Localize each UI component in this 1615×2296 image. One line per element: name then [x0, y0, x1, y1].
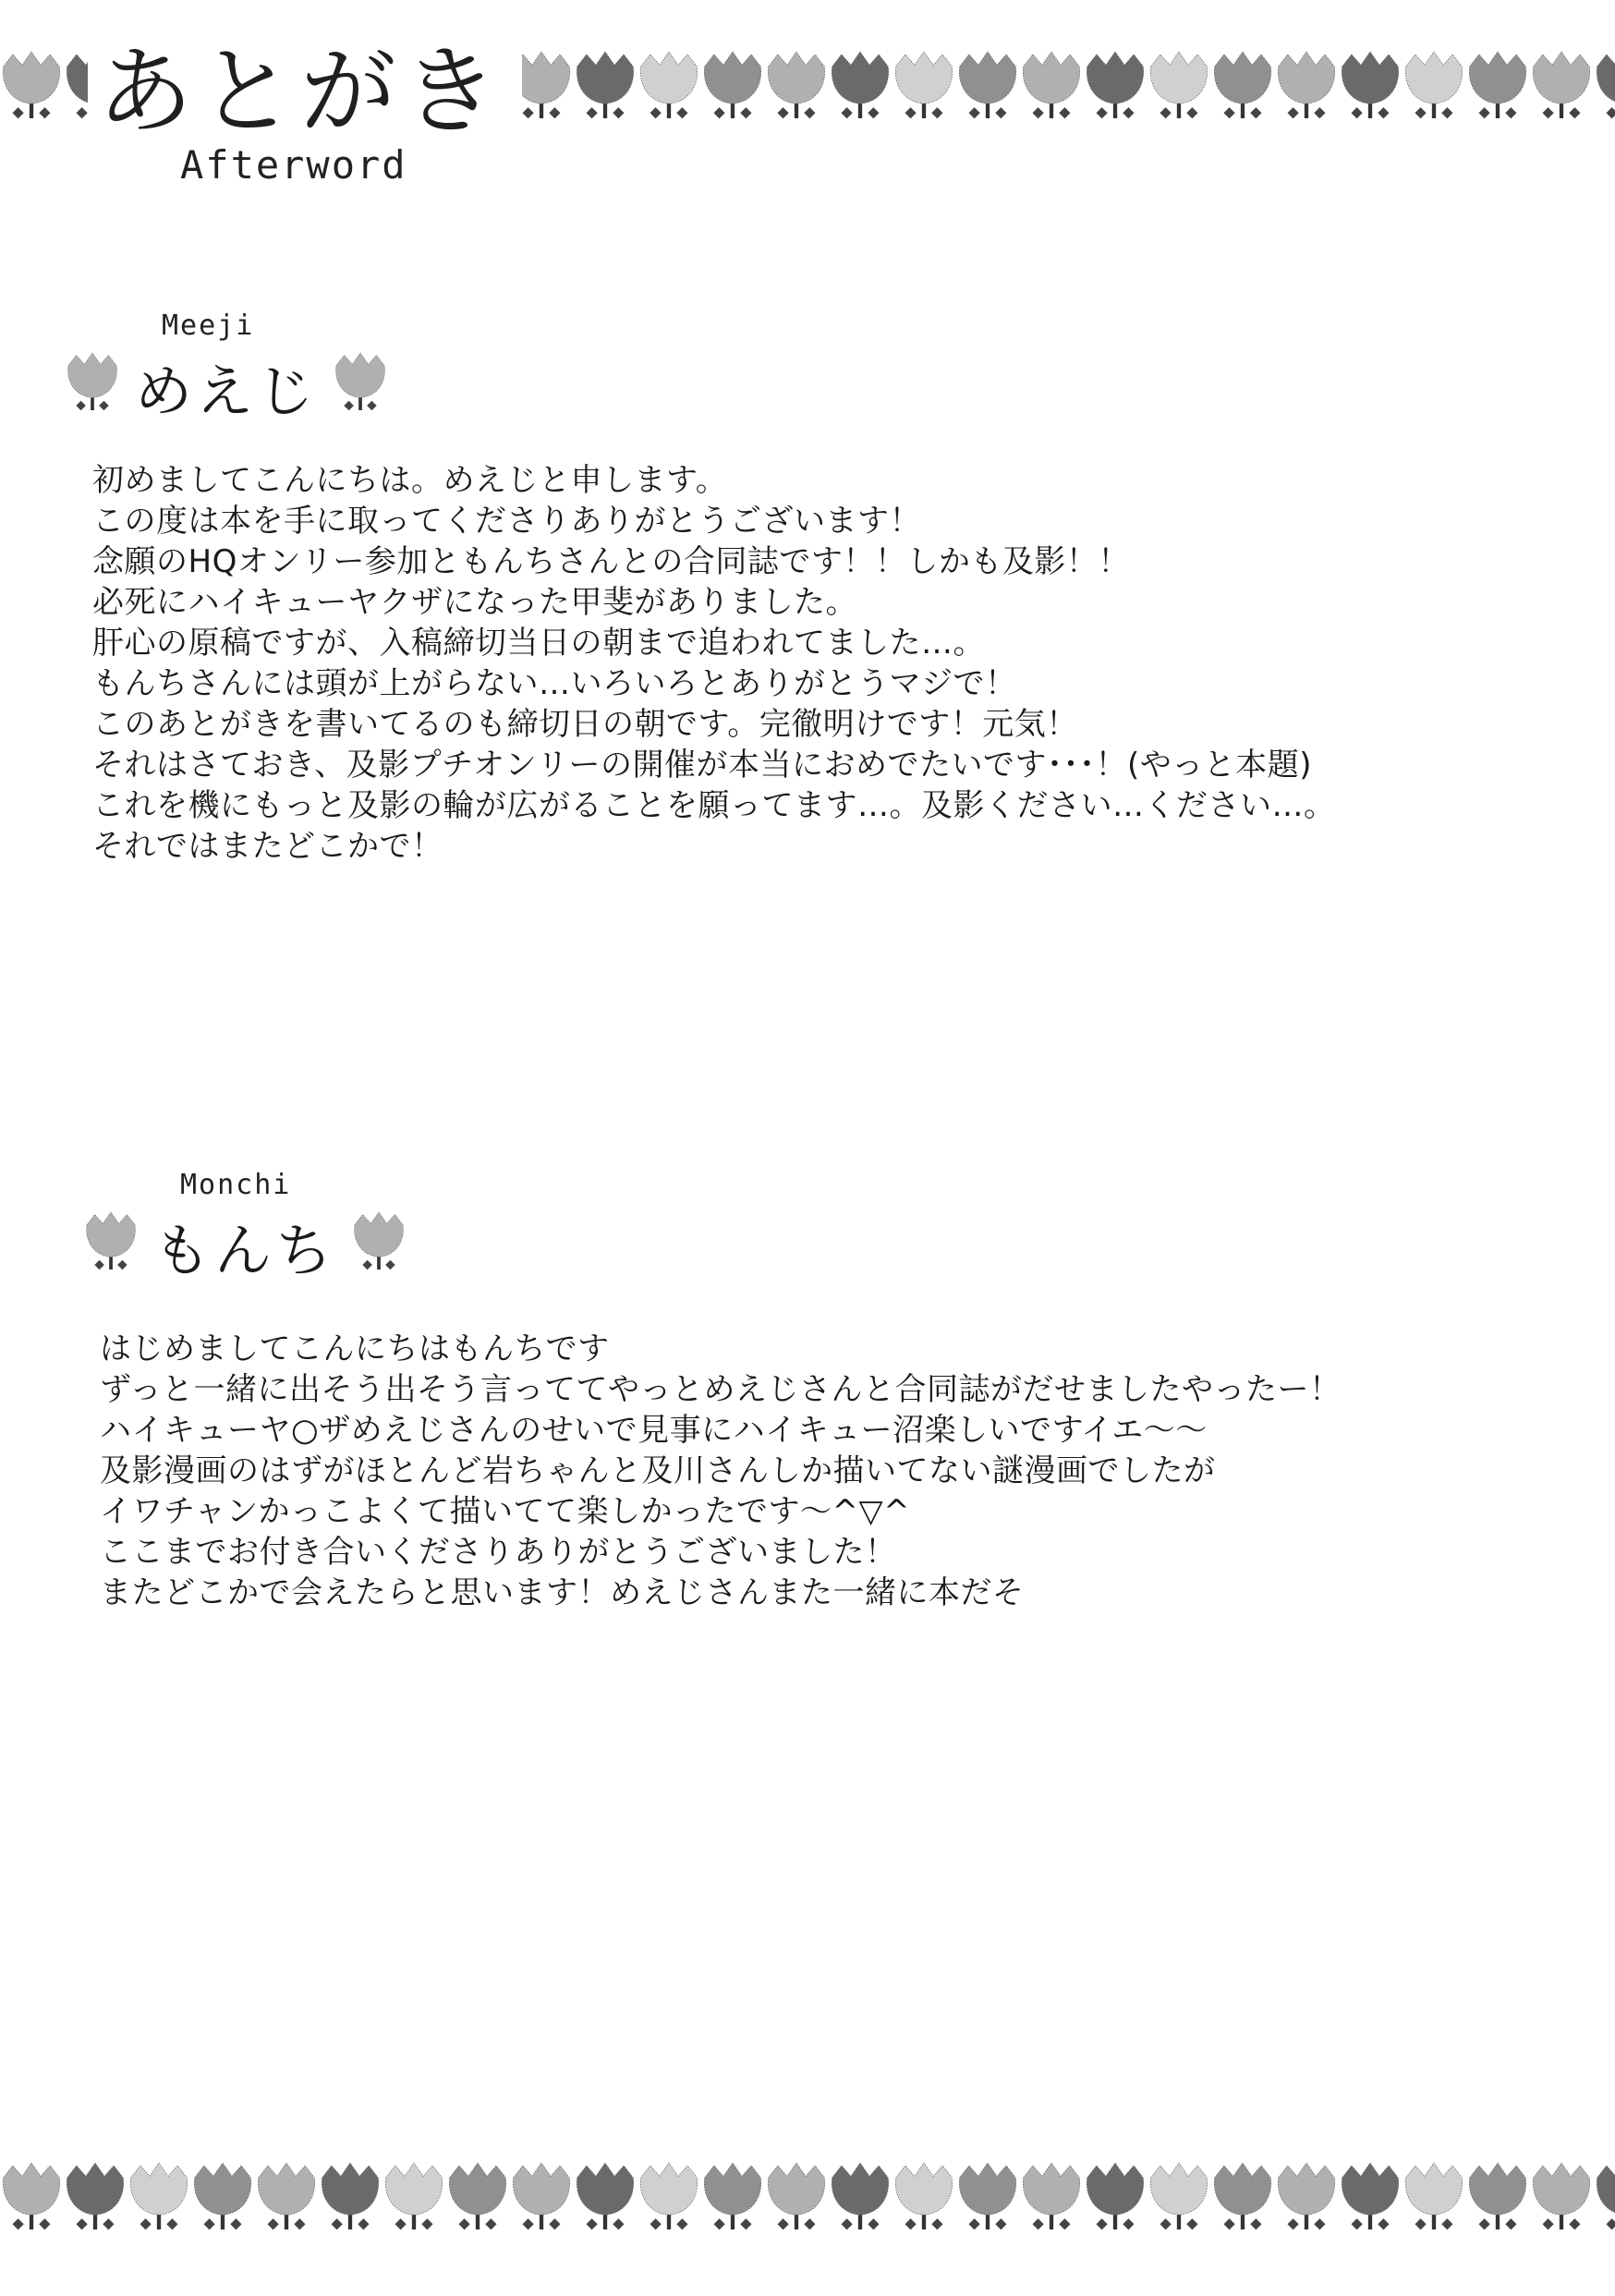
tulip-icon	[194, 2163, 250, 2229]
text-line: イワチャンかっこよくて描いてて楽しかったです〜^▽^	[100, 1493, 911, 1530]
tulip-icon	[333, 345, 388, 428]
page-subtitle: Afterword	[180, 142, 407, 188]
author-heading-meeji	[65, 310, 388, 428]
tulip-icon	[1405, 2163, 1462, 2229]
text-line: またどこかで会えたらと思います！めえじさんまた一緒に本だそ	[100, 1574, 1025, 1611]
tulip-icon	[1023, 2163, 1079, 2229]
tulip-icon	[385, 2163, 442, 2229]
tulip-icon	[1342, 2163, 1398, 2229]
tulip-icon	[1405, 52, 1462, 118]
text-line: これを機にもっと及影の輪が広がることを願ってます…。及影ください…ください…。	[92, 787, 1336, 824]
tulip-icon	[1533, 52, 1589, 118]
tulip-icon	[1278, 2163, 1334, 2229]
author-name-jp: めえじ	[135, 357, 319, 425]
author-name-en: Meeji	[162, 310, 255, 342]
text-line: 及影漫画のはずがほとんど岩ちゃんと及川さんしか描いてない謎漫画でしたが	[100, 1452, 1216, 1489]
text-line: 必死にハイキューヤクザになった甲斐がありました。	[92, 584, 857, 621]
author-name-jp: もんち	[153, 1216, 337, 1284]
tulip-icon	[336, 353, 385, 410]
tulip-icon	[1087, 52, 1143, 118]
tulip-icon	[1087, 2163, 1143, 2229]
tulip-icon	[1469, 2163, 1525, 2229]
tulip-icon	[895, 52, 952, 118]
tulip-icon	[83, 1204, 139, 1287]
text-line: このあとがきを書いてるのも締切日の朝です。完徹明けです！元気！	[92, 706, 1078, 743]
tulip-icon	[3, 2163, 59, 2229]
tulip-icon	[1214, 2163, 1270, 2229]
tulip-icon	[355, 1212, 404, 1269]
afterword-text-meeji	[92, 460, 1336, 867]
text-line: ここまでお付き合いくださりありがとうございました！	[100, 1534, 897, 1571]
tulip-icon	[1533, 2163, 1589, 2229]
afterword-text-monchi	[100, 1329, 1341, 1613]
page-title: あとがき	[97, 35, 504, 148]
tulip-icon	[3, 52, 59, 118]
tulip-icon	[87, 1212, 136, 1269]
tulip-icon	[351, 1204, 407, 1287]
text-line: 念願のHQオンリー参加ともんちさんとの合同誌です！！しかも及影！！	[92, 543, 1130, 580]
tulip-icon	[640, 52, 697, 118]
tulip-icon	[768, 52, 824, 118]
text-line: 初めましてこんにちは。めえじと申します。	[92, 462, 728, 499]
tulip-icon	[1214, 52, 1270, 118]
tulip-icon	[1150, 2163, 1207, 2229]
text-line: もんちさんには頭が上がらない…いろいろとありがとうマジで！	[92, 665, 1017, 702]
text-line: はじめましてこんにちはもんちです	[100, 1330, 610, 1367]
tulip-icon	[513, 2163, 569, 2229]
tulip-icon	[1469, 52, 1525, 118]
tulip-icon	[1597, 52, 1615, 118]
text-line: それではまたどこかで！	[92, 828, 443, 865]
tulip-icon	[449, 2163, 505, 2229]
text-line: 肝心の原稿ですが、入稿締切当日の朝まで追われてました…。	[92, 625, 985, 662]
tulip-icon	[322, 2163, 378, 2229]
tulip-icon	[959, 52, 1015, 118]
text-line: この度は本を手に取ってくださりありがとうございます！	[92, 503, 921, 540]
author-heading-monchi	[83, 1169, 407, 1287]
tulip-icon	[768, 2163, 824, 2229]
text-line: ずっと一緒に出そう出そう言っててやっとめえじさんと合同誌がだせましたやったー！	[100, 1371, 1342, 1408]
tulip-icon	[258, 2163, 314, 2229]
tulip-icon	[704, 2163, 760, 2229]
text-line: それはさておき、及影プチオンリーの開催が本当におめでたいです･･･！(やっと本題)	[92, 747, 1312, 784]
tulip-icon	[1150, 52, 1207, 118]
tulip-icon	[65, 345, 120, 428]
tulip-icon	[832, 2163, 888, 2229]
tulip-icon	[577, 52, 633, 118]
page-title-block	[88, 35, 522, 197]
tulip-icon	[832, 52, 888, 118]
tulip-icon	[67, 2163, 123, 2229]
tulip-row-svg	[0, 2139, 1615, 2296]
tulip-icon	[1023, 52, 1079, 118]
tulip-icon	[704, 52, 760, 118]
bottom-tulip-border	[0, 2139, 1615, 2296]
tulip-icon	[959, 2163, 1015, 2229]
tulip-icon	[1278, 52, 1334, 118]
tulip-icon	[130, 2163, 187, 2229]
tulip-icon	[1597, 2163, 1615, 2229]
author-name-en: Monchi	[180, 1169, 292, 1201]
tulip-icon	[1342, 52, 1398, 118]
tulip-icon	[895, 2163, 952, 2229]
tulip-icon	[640, 2163, 697, 2229]
tulip-icon	[577, 2163, 633, 2229]
tulip-icon	[68, 353, 117, 410]
text-line: ハイキューヤ○ザめえじさんのせいで見事にハイキュー沼楽しいですイエ〜〜	[100, 1412, 1208, 1449]
